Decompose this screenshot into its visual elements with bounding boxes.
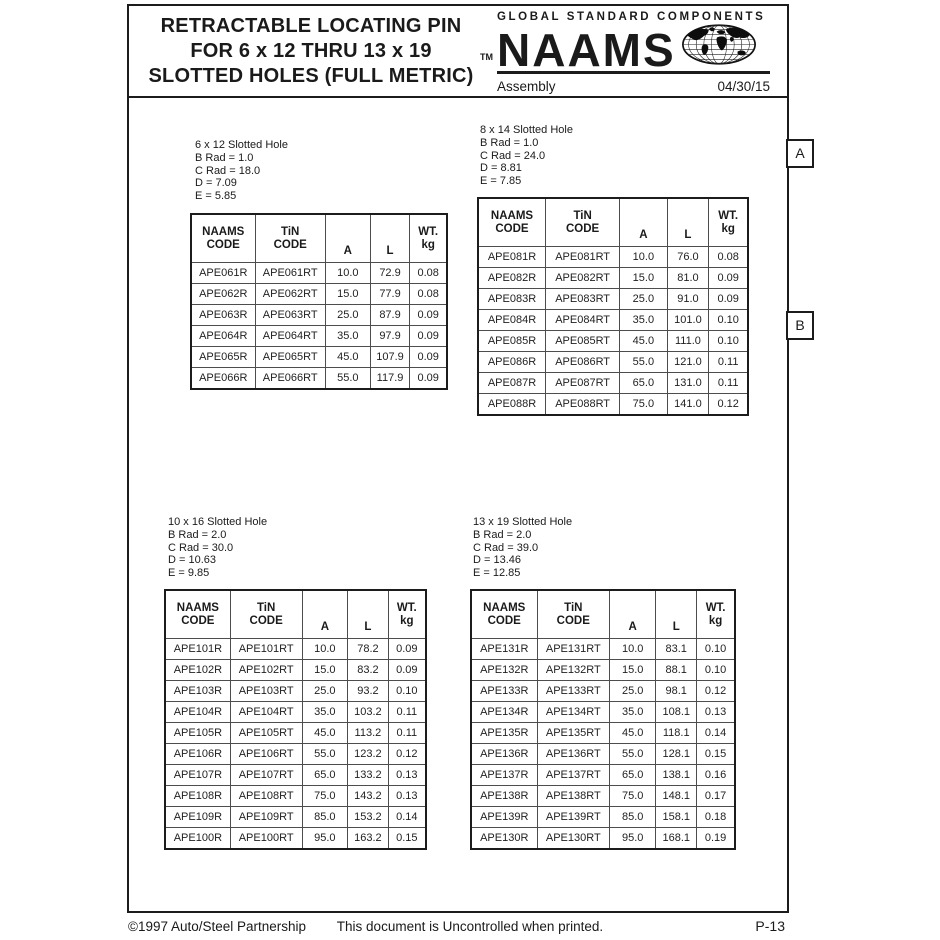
a-value-cell: 45.0 [325, 347, 370, 368]
col-tin-code: TiN CODE [230, 590, 302, 639]
naams-code-cell: APE063R [191, 305, 255, 326]
wt-value-cell: 0.13 [388, 765, 426, 786]
table-row [478, 247, 748, 268]
l-value-cell: 91.0 [667, 289, 709, 310]
a-value-cell: 15.0 [302, 660, 348, 681]
spec-e: E = 7.85 [480, 175, 522, 188]
col-tin-code: TiN CODE [255, 214, 325, 263]
naams-code-cell: APE108R [165, 786, 230, 807]
naams-code-cell: APE137R [471, 765, 537, 786]
wt-value-cell: 0.11 [709, 373, 748, 394]
tin-code-cell: APE102RT [230, 660, 302, 681]
table-row [471, 828, 735, 850]
wt-value-cell: 0.11 [709, 352, 748, 373]
wt-value-cell: 0.10 [709, 310, 748, 331]
table-row [471, 744, 735, 765]
tin-code-cell: APE086RT [546, 352, 620, 373]
a-value-cell: 75.0 [620, 394, 667, 416]
col-naams-code: NAAMS CODE [471, 590, 537, 639]
table-row [478, 310, 748, 331]
spec-size: 10 x 16 Slotted Hole [168, 516, 268, 528]
a-value-cell: 55.0 [610, 744, 656, 765]
tin-code-cell: APE087RT [546, 373, 620, 394]
naams-code-cell: APE134R [471, 702, 537, 723]
wt-value-cell: 0.10 [388, 681, 426, 702]
naams-code-cell: APE086R [478, 352, 546, 373]
col-l: L [656, 590, 697, 639]
wt-value-cell: 0.09 [410, 368, 447, 390]
l-value-cell: 83.2 [348, 660, 388, 681]
table-row [471, 765, 735, 786]
l-value-cell: 138.1 [656, 765, 697, 786]
naams-code-cell: APE135R [471, 723, 537, 744]
tin-code-cell: APE088RT [546, 394, 620, 416]
table-row [478, 289, 748, 310]
wt-value-cell: 0.08 [709, 247, 748, 268]
a-value-cell: 55.0 [325, 368, 370, 390]
wt-value-cell: 0.11 [388, 702, 426, 723]
l-value-cell: 131.0 [667, 373, 709, 394]
l-value-cell: 81.0 [667, 268, 709, 289]
table-row [478, 394, 748, 416]
tin-code-cell: APE100RT [230, 828, 302, 850]
l-value-cell: 88.1 [656, 660, 697, 681]
naams-code-cell: APE138R [471, 786, 537, 807]
a-value-cell: 45.0 [620, 331, 667, 352]
l-value-cell: 72.9 [370, 263, 410, 284]
tin-code-cell: APE132RT [537, 660, 610, 681]
a-value-cell: 65.0 [620, 373, 667, 394]
table-row [165, 828, 426, 850]
naams-code-cell: APE103R [165, 681, 230, 702]
naams-code-cell: APE065R [191, 347, 255, 368]
page-title-line2: FOR 6 x 12 THRU 13 x 19 [190, 40, 432, 62]
tin-code-cell: APE134RT [537, 702, 610, 723]
spec-info-10x16 [168, 516, 267, 580]
l-value-cell: 158.1 [656, 807, 697, 828]
naams-code-cell: APE136R [471, 744, 537, 765]
table-row [478, 373, 748, 394]
table-row [165, 639, 426, 660]
table-row [478, 331, 748, 352]
naams-code-cell: APE085R [478, 331, 546, 352]
tin-code-cell: APE104RT [230, 702, 302, 723]
l-value-cell: 83.1 [656, 639, 697, 660]
naams-code-cell: APE066R [191, 368, 255, 390]
l-value-cell: 143.2 [348, 786, 388, 807]
naams-code-cell: APE132R [471, 660, 537, 681]
parts-table-10x16 [164, 589, 427, 850]
col-l: L [370, 214, 410, 263]
tin-code-cell: APE138RT [537, 786, 610, 807]
naams-code-cell: APE064R [191, 326, 255, 347]
parts-table-8x14 [477, 197, 749, 416]
page-title [131, 14, 491, 89]
tin-code-cell: APE135RT [537, 723, 610, 744]
col-a: A [620, 198, 667, 247]
a-value-cell: 75.0 [302, 786, 348, 807]
table-row [191, 368, 447, 390]
l-value-cell: 121.0 [667, 352, 709, 373]
table-header-row [478, 198, 748, 247]
a-value-cell: 25.0 [302, 681, 348, 702]
tin-code-cell: APE065RT [255, 347, 325, 368]
brand-logo-text: NAAMS [497, 24, 676, 76]
table-row [165, 765, 426, 786]
tin-code-cell: APE084RT [546, 310, 620, 331]
l-value-cell: 133.2 [348, 765, 388, 786]
col-wt-kg: WT. kg [697, 590, 735, 639]
a-value-cell: 65.0 [610, 765, 656, 786]
wt-value-cell: 0.09 [709, 268, 748, 289]
col-tin-code: TiN CODE [537, 590, 610, 639]
spec-size: 13 x 19 Slotted Hole [473, 516, 573, 528]
brand-tagline: GLOBAL STANDARD COMPONENTS [497, 11, 766, 23]
spec-e: E = 9.85 [168, 567, 210, 580]
spec-info-13x19 [473, 516, 572, 580]
page-title-line1: RETRACTABLE LOCATING PIN [160, 15, 462, 37]
l-value-cell: 111.0 [667, 331, 709, 352]
wt-value-cell: 0.10 [697, 660, 735, 681]
table-row [478, 268, 748, 289]
l-value-cell: 76.0 [667, 247, 709, 268]
revision-date: 04/30/15 [717, 79, 770, 94]
l-value-cell: 153.2 [348, 807, 388, 828]
l-value-cell: 168.1 [656, 828, 697, 850]
wt-value-cell: 0.10 [697, 639, 735, 660]
a-value-cell: 85.0 [610, 807, 656, 828]
l-value-cell: 108.1 [656, 702, 697, 723]
table-row [165, 744, 426, 765]
table-row [165, 681, 426, 702]
a-value-cell: 10.0 [610, 639, 656, 660]
col-l: L [348, 590, 388, 639]
naams-code-cell: APE081R [478, 247, 546, 268]
view-label-b: B [786, 311, 814, 340]
a-value-cell: 10.0 [620, 247, 667, 268]
l-value-cell: 101.0 [667, 310, 709, 331]
wt-value-cell: 0.15 [697, 744, 735, 765]
a-value-cell: 35.0 [610, 702, 656, 723]
spec-c-rad: C Rad = 39.0 [473, 541, 539, 554]
table-row [191, 305, 447, 326]
wt-value-cell: 0.09 [410, 305, 447, 326]
wt-value-cell: 0.09 [709, 289, 748, 310]
a-value-cell: 35.0 [620, 310, 667, 331]
wt-value-cell: 0.13 [388, 786, 426, 807]
table-row [191, 284, 447, 305]
parts-table-6x12 [190, 213, 448, 390]
wt-value-cell: 0.08 [410, 284, 447, 305]
wt-value-cell: 0.12 [697, 681, 735, 702]
wt-value-cell: 0.13 [697, 702, 735, 723]
l-value-cell: 128.1 [656, 744, 697, 765]
tin-code-cell: APE061RT [255, 263, 325, 284]
naams-code-cell: APE131R [471, 639, 537, 660]
naams-code-cell: APE100R [165, 828, 230, 850]
page-title-line3: SLOTTED HOLES (FULL METRIC) [148, 65, 474, 87]
a-value-cell: 10.0 [302, 639, 348, 660]
tin-code-cell: APE106RT [230, 744, 302, 765]
wt-value-cell: 0.08 [410, 263, 447, 284]
a-value-cell: 95.0 [302, 828, 348, 850]
l-value-cell: 163.2 [348, 828, 388, 850]
l-value-cell: 118.1 [656, 723, 697, 744]
view-label-a: A [786, 139, 814, 168]
col-wt-kg: WT. kg [388, 590, 426, 639]
l-value-cell: 97.9 [370, 326, 410, 347]
spec-info-6x12 [195, 139, 288, 203]
l-value-cell: 93.2 [348, 681, 388, 702]
table-row [471, 639, 735, 660]
spec-d: D = 13.46 [473, 554, 522, 567]
l-value-cell: 78.2 [348, 639, 388, 660]
spec-d: D = 10.63 [168, 554, 217, 567]
tin-code-cell: APE131RT [537, 639, 610, 660]
a-value-cell: 45.0 [302, 723, 348, 744]
globe-icon [681, 23, 757, 71]
wt-value-cell: 0.09 [388, 639, 426, 660]
brand-subtitle: Assembly [497, 79, 556, 94]
table-row [471, 702, 735, 723]
l-value-cell: 87.9 [370, 305, 410, 326]
a-value-cell: 25.0 [610, 681, 656, 702]
naams-code-cell: APE109R [165, 807, 230, 828]
tin-code-cell: APE085RT [546, 331, 620, 352]
naams-code-cell: APE083R [478, 289, 546, 310]
tin-code-cell: APE066RT [255, 368, 325, 390]
tin-code-cell: APE137RT [537, 765, 610, 786]
a-value-cell: 75.0 [610, 786, 656, 807]
tin-code-cell: APE107RT [230, 765, 302, 786]
spec-b-rad: B Rad = 1.0 [195, 151, 254, 164]
naams-code-cell: APE130R [471, 828, 537, 850]
page-number: P-13 [755, 918, 785, 934]
brand-sub-row [497, 74, 770, 94]
wt-value-cell: 0.17 [697, 786, 735, 807]
tin-code-cell: APE083RT [546, 289, 620, 310]
wt-value-cell: 0.09 [410, 347, 447, 368]
naams-code-cell: APE106R [165, 744, 230, 765]
l-value-cell: 117.9 [370, 368, 410, 390]
naams-code-cell: APE133R [471, 681, 537, 702]
wt-value-cell: 0.10 [709, 331, 748, 352]
spec-info-8x14 [480, 124, 573, 188]
table-row [191, 326, 447, 347]
table-row [471, 681, 735, 702]
tin-code-cell: APE062RT [255, 284, 325, 305]
a-value-cell: 55.0 [302, 744, 348, 765]
spec-b-rad: B Rad = 2.0 [473, 528, 532, 541]
naams-code-cell: APE101R [165, 639, 230, 660]
wt-value-cell: 0.19 [697, 828, 735, 850]
wt-value-cell: 0.09 [410, 326, 447, 347]
table-row [165, 786, 426, 807]
col-wt-kg: WT. kg [410, 214, 447, 263]
wt-value-cell: 0.09 [388, 660, 426, 681]
spec-b-rad: B Rad = 1.0 [480, 136, 539, 149]
l-value-cell: 107.9 [370, 347, 410, 368]
l-value-cell: 77.9 [370, 284, 410, 305]
uncontrolled-notice: This document is Uncontrolled when printed. [336, 919, 604, 934]
a-value-cell: 15.0 [325, 284, 370, 305]
naams-code-cell: APE082R [478, 268, 546, 289]
table-row [191, 263, 447, 284]
wt-value-cell: 0.11 [388, 723, 426, 744]
table-header-row [191, 214, 447, 263]
a-value-cell: 25.0 [620, 289, 667, 310]
col-naams-code: NAAMS CODE [165, 590, 230, 639]
wt-value-cell: 0.14 [697, 723, 735, 744]
a-value-cell: 85.0 [302, 807, 348, 828]
wt-value-cell: 0.12 [709, 394, 748, 416]
a-value-cell: 95.0 [610, 828, 656, 850]
a-value-cell: 65.0 [302, 765, 348, 786]
brand-main-row [480, 23, 770, 76]
a-value-cell: 10.0 [325, 263, 370, 284]
tin-code-cell: APE109RT [230, 807, 302, 828]
naams-code-cell: APE105R [165, 723, 230, 744]
l-value-cell: 148.1 [656, 786, 697, 807]
wt-value-cell: 0.18 [697, 807, 735, 828]
table-row [165, 660, 426, 681]
tin-code-cell: APE081RT [546, 247, 620, 268]
col-naams-code: NAAMS CODE [478, 198, 546, 247]
col-l: L [667, 198, 709, 247]
a-value-cell: 35.0 [302, 702, 348, 723]
tin-code-cell: APE103RT [230, 681, 302, 702]
col-wt-kg: WT. kg [709, 198, 748, 247]
spec-d: D = 7.09 [195, 177, 237, 190]
table-row [165, 807, 426, 828]
spec-e: E = 12.85 [473, 567, 521, 580]
spec-c-rad: C Rad = 18.0 [195, 164, 261, 177]
spec-size: 8 x 14 Slotted Hole [480, 124, 573, 136]
col-naams-code: NAAMS CODE [191, 214, 255, 263]
table-row [471, 660, 735, 681]
tin-code-cell: APE133RT [537, 681, 610, 702]
table-row [471, 786, 735, 807]
table-header-row [471, 590, 735, 639]
tin-code-cell: APE064RT [255, 326, 325, 347]
table-row [478, 352, 748, 373]
tin-code-cell: APE105RT [230, 723, 302, 744]
parts-table-13x19 [470, 589, 736, 850]
spec-d: D = 8.81 [480, 162, 522, 175]
l-value-cell: 141.0 [667, 394, 709, 416]
tin-code-cell: APE082RT [546, 268, 620, 289]
naams-code-cell: APE102R [165, 660, 230, 681]
spec-e: E = 5.85 [195, 190, 237, 203]
trademark-symbol: TM [480, 52, 493, 62]
a-value-cell: 55.0 [620, 352, 667, 373]
l-value-cell: 103.2 [348, 702, 388, 723]
table-row [471, 807, 735, 828]
copyright-text: ©1997 Auto/Steel Partnership [128, 919, 307, 934]
naams-code-cell: APE084R [478, 310, 546, 331]
wt-value-cell: 0.12 [388, 744, 426, 765]
a-value-cell: 15.0 [610, 660, 656, 681]
naams-code-cell: APE088R [478, 394, 546, 416]
spec-c-rad: C Rad = 30.0 [168, 541, 234, 554]
col-a: A [325, 214, 370, 263]
col-a: A [610, 590, 656, 639]
col-a: A [302, 590, 348, 639]
l-value-cell: 113.2 [348, 723, 388, 744]
wt-value-cell: 0.16 [697, 765, 735, 786]
wt-value-cell: 0.14 [388, 807, 426, 828]
table-row [191, 347, 447, 368]
naams-code-cell: APE104R [165, 702, 230, 723]
wt-value-cell: 0.15 [388, 828, 426, 850]
table-row [165, 723, 426, 744]
naams-code-cell: APE062R [191, 284, 255, 305]
tin-code-cell: APE136RT [537, 744, 610, 765]
spec-size: 6 x 12 Slotted Hole [195, 139, 288, 151]
naams-code-cell: APE061R [191, 263, 255, 284]
l-value-cell: 98.1 [656, 681, 697, 702]
naams-code-cell: APE139R [471, 807, 537, 828]
l-value-cell: 123.2 [348, 744, 388, 765]
tin-code-cell: APE063RT [255, 305, 325, 326]
a-value-cell: 25.0 [325, 305, 370, 326]
tin-code-cell: APE130RT [537, 828, 610, 850]
a-value-cell: 15.0 [620, 268, 667, 289]
table-header-row [165, 590, 426, 639]
a-value-cell: 35.0 [325, 326, 370, 347]
naams-code-cell: APE087R [478, 373, 546, 394]
a-value-cell: 45.0 [610, 723, 656, 744]
naams-brand-block [480, 11, 770, 94]
header-band [129, 6, 787, 98]
tin-code-cell: APE108RT [230, 786, 302, 807]
col-tin-code: TiN CODE [546, 198, 620, 247]
table-row [165, 702, 426, 723]
spec-b-rad: B Rad = 2.0 [168, 528, 227, 541]
table-row [471, 723, 735, 744]
tin-code-cell: APE139RT [537, 807, 610, 828]
tin-code-cell: APE101RT [230, 639, 302, 660]
naams-code-cell: APE107R [165, 765, 230, 786]
spec-c-rad: C Rad = 24.0 [480, 149, 546, 162]
